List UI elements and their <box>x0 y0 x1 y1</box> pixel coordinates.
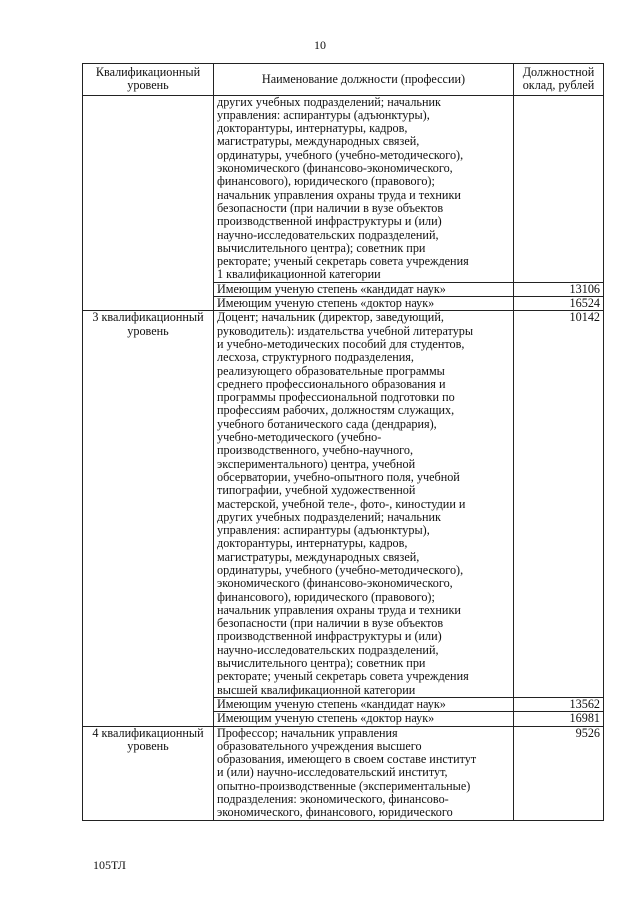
position-cell: других учебных подразделений; начальник управления: аспирантуры (адъюнктуры), докторантуры, интернатуры, кадров, магистратуры, международных связей, ординатуры, учебного (учебно-методического), экономического (финансово-экономического, финансового), юридического (правового); начальник управления охраны труда и техники безопасности (при наличии в вузе объектов производственной инфраструктуры и (или) научно-исследовательских подразделений, вычислительного центра); советник при ректорате; ученый секретарь совета учреждения 1 квалификационной категории <box>214 95 514 282</box>
level-cell: 3 квалификационный уровень <box>83 311 214 698</box>
position-cell: Профессор; начальник управления образовательного учреждения высшего образования, имеющего в своем составе институт и (или) научно-исследовательский институт, опытно-производственные (экспериментальные) подразделения: экономического, финансово- экономического, финансового, юридического <box>214 726 514 820</box>
level-cell-empty <box>83 712 214 726</box>
salary-cell: 13106 <box>514 282 604 296</box>
salary-cell <box>514 95 604 282</box>
level-cell-empty <box>83 297 214 311</box>
level-cell-empty <box>83 282 214 296</box>
salary-table <box>82 63 604 821</box>
salary-cell: 16524 <box>514 297 604 311</box>
table-row <box>83 95 604 282</box>
salary-cell: 9526 <box>514 726 604 820</box>
page-number: 10 <box>314 38 326 52</box>
document-code: 105ТЛ <box>93 858 126 872</box>
header-salary: Должностной оклад, рублей <box>514 64 604 96</box>
level-cell <box>83 95 214 282</box>
table-row <box>83 297 604 311</box>
header-position: Наименование должности (профессии) <box>214 64 514 96</box>
table-row <box>83 697 604 711</box>
position-cell: Имеющим ученую степень «доктор наук» <box>214 297 514 311</box>
salary-cell: 13562 <box>514 697 604 711</box>
table-row <box>83 726 604 820</box>
salary-cell: 16981 <box>514 712 604 726</box>
header-level: Квалификационный уровень <box>83 64 214 96</box>
level-cell-empty <box>83 697 214 711</box>
position-cell: Доцент; начальник (директор, заведующий, руководитель): издательства учебной литературы и учебно-методических пособий для студентов, лесхоза, структурного подразделения, реализующего образовательные программы среднего профессионального образования и программы профессиональной подготовки по профессиям рабочих, должностям служащих, учебного ботанического сада (дендрария), учебно-методического (учебно- производственного, учебно-научного, экспериментального) центра, учебной обсерватории, учебно-опытного поля, учебной типографии, учебной художественной мастерской, учебной теле-, фото-, киностудии и других учебных подразделений; начальник управления: аспирантуры (адъюнктуры), докторантуры, интернатуры, кадров, магистратуры, международных связей, ординатуры, учебного (учебно-методического), экономического (финансово-экономического, финансового), юридического (правового); начальник управления охраны труда и техники безопасности (при наличии в вузе объектов производственной инфраструктуры и (или) научно-исследовательских подразделений, вычислительного центра); советник при ректорате; ученый секретарь совета учреждения высшей квалификационной категории <box>214 311 514 698</box>
table-row <box>83 282 604 296</box>
salary-cell: 10142 <box>514 311 604 698</box>
position-cell: Имеющим ученую степень «доктор наук» <box>214 712 514 726</box>
level-cell: 4 квалификационный уровень <box>83 726 214 820</box>
position-cell: Имеющим ученую степень «кандидат наук» <box>214 697 514 711</box>
table-row <box>83 311 604 698</box>
position-cell: Имеющим ученую степень «кандидат наук» <box>214 282 514 296</box>
table-row <box>83 712 604 726</box>
table-header-row <box>83 64 604 96</box>
